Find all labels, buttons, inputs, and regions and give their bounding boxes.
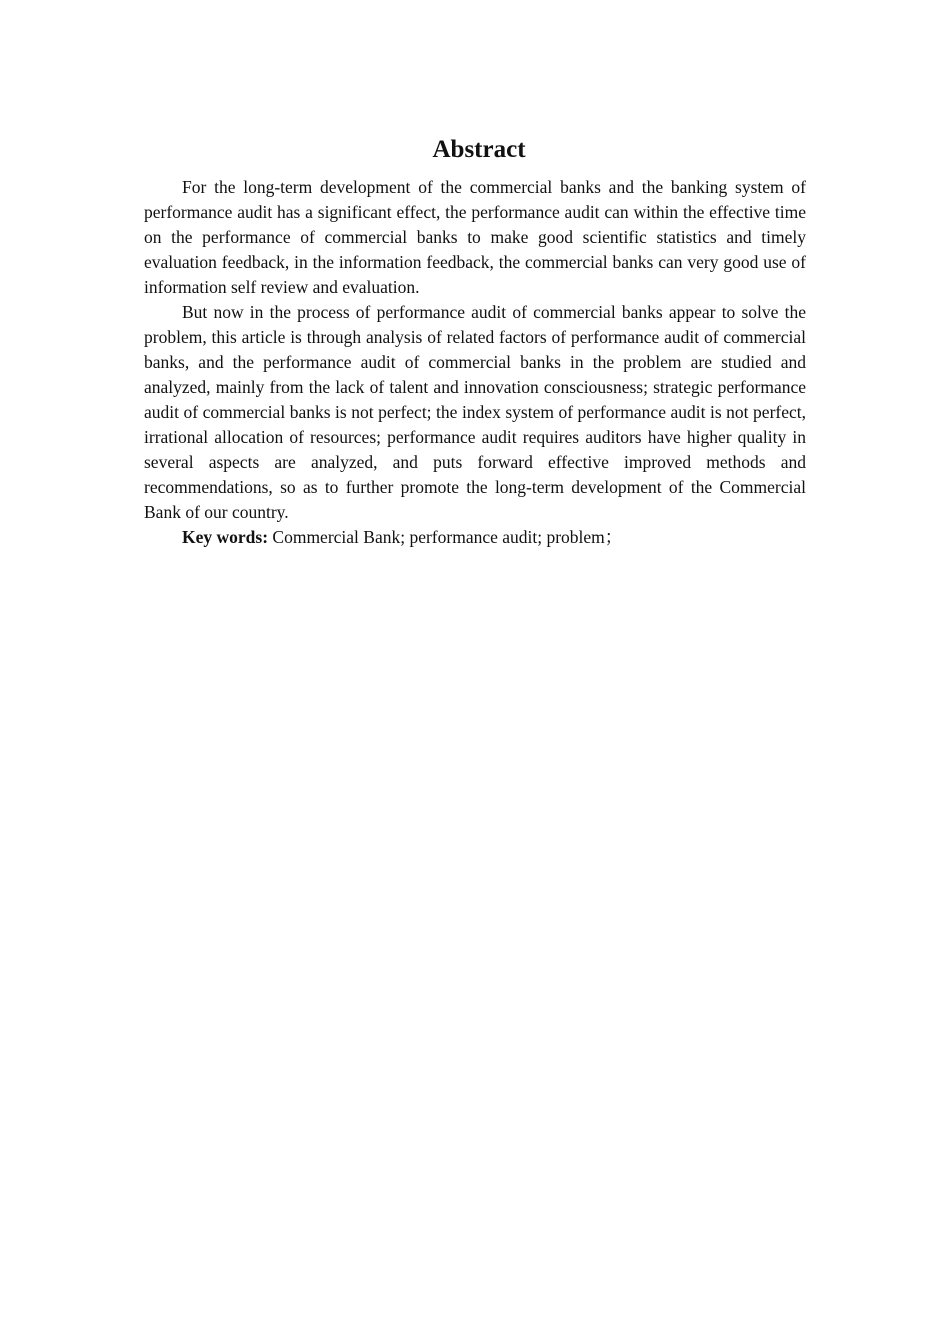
keywords-text: Commercial Bank; performance audit; problem；	[268, 527, 623, 547]
keywords-line	[144, 525, 806, 550]
abstract-section	[144, 134, 806, 550]
abstract-paragraph-1: For the long-term development of the commercial banks and the banking system of performance audit has a significant effect, the performance audit can within the effective time on the performance of commercial banks to make good scientific statistics and timely evaluation feedback, in the information feedback, the commercial banks can very good use of information self review and evaluation.	[144, 177, 806, 297]
abstract-title: Abstract	[432, 136, 526, 163]
abstract-paragraph-2: But now in the process of performance audit of commercial banks appear to solve the problem, this article is through analysis of related factors of performance audit of commercial banks, and the performance audit of commercial banks in the problem are studied and analyzed, mainly from the lack of talent and innovation consciousness; strategic performance audit of commercial banks is not perfect; the index system of performance audit is not perfect, irrational allocation of resources; performance audit requires auditors have higher quality in several aspects are analyzed, and puts forward effective improved methods and recommendations, so as to further promote the long-term development of the Commercial Bank of our country.	[144, 302, 806, 522]
keywords-label: Key words:	[182, 527, 269, 547]
